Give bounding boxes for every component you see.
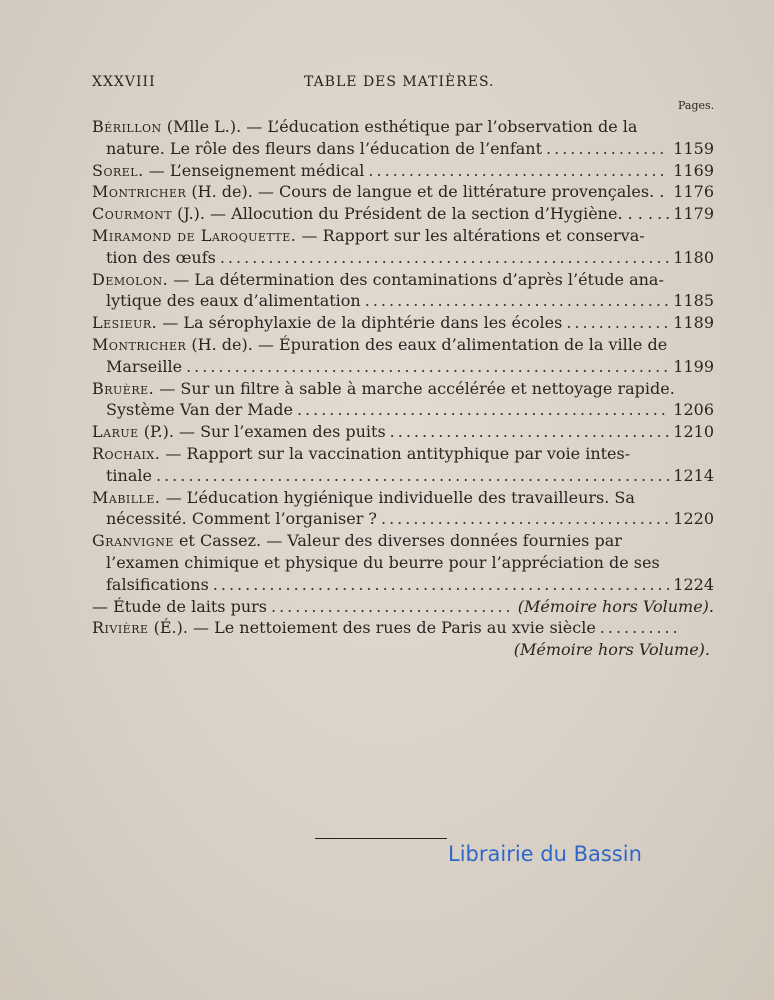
- entry-author: Rivière: [92, 618, 149, 638]
- entry-title-line: — Sur un filtre à sable à marche accélérée et nettoyage rapide.: [154, 378, 675, 398]
- entry-title-line: nécessité. Comment l’organiser ?: [106, 509, 377, 529]
- entry-title-line: — La détermination des contaminations d’après l’étude ana-: [168, 269, 664, 289]
- entry-author: Demolon.: [92, 269, 169, 289]
- toc-entry: [92, 421, 714, 443]
- entry-page-number: 1214: [673, 465, 714, 485]
- toc-entry: [92, 312, 714, 334]
- entry-title-line: — Rapport sur la vaccination antityphique par voie intes-: [160, 443, 631, 463]
- entry-author: Rochaix.: [92, 443, 161, 463]
- entry-title-line: lytique des eaux d’alimentation: [106, 291, 361, 311]
- entry-title-line: (H. de). — Épuration des eaux d’alimentation de la ville de: [186, 334, 668, 354]
- entry-author: Bruère.: [92, 378, 155, 398]
- toc-entry: [92, 225, 714, 269]
- toc-entry: [92, 203, 714, 225]
- entry-page-number: 1176: [673, 182, 714, 202]
- pages-column-label: Pages.: [678, 99, 715, 112]
- entry-title-line: — Étude de laits purs: [92, 596, 267, 616]
- watermark-text: Librairie du Bassin: [448, 842, 642, 866]
- entry-title-line: (P.). — Sur l’examen des puits: [138, 422, 386, 442]
- entry-author: Montricher: [92, 182, 187, 202]
- toc-entry: [92, 530, 714, 595]
- entry-memo-note: (Mémoire hors Volume).: [513, 640, 710, 660]
- entry-page-number: 1180: [673, 247, 714, 267]
- entry-page-number: 1206: [673, 400, 714, 420]
- toc-entry: [92, 378, 714, 422]
- entry-author: Mabille.: [92, 487, 161, 507]
- entry-author: Sorel.: [92, 160, 144, 180]
- entry-page-number: 1189: [673, 313, 714, 333]
- entry-title-line: (H. de). — Cours de langue et de littérature provençales. .: [186, 182, 665, 202]
- entry-title-line: Marseille: [106, 356, 183, 376]
- entry-author: Bérillon: [92, 117, 162, 136]
- entry-memo-note: (Mémoire hors Volume).: [517, 596, 714, 616]
- toc-entry: [92, 443, 714, 487]
- entry-title-line: (J.). — Allocution du Président de la section d’Hygiène. . . .: [172, 204, 654, 224]
- page-header: [92, 74, 712, 98]
- entry-title-line: tion des œufs: [106, 247, 216, 267]
- entry-title-line: (É.). — Le nettoiement des rues de Paris au xvie siècle: [148, 618, 596, 638]
- toc-entry: [92, 160, 714, 182]
- end-rule: [315, 838, 447, 839]
- entry-title-line: tinale: [106, 465, 152, 485]
- entry-title-line: — L’éducation hygiénique individuelle des travailleurs. Sa: [160, 487, 635, 507]
- entry-title-line: — L’enseignement médical: [143, 160, 365, 180]
- entry-title-line: — Rapport sur les altérations et conserva-: [296, 225, 645, 245]
- table-of-contents: [92, 116, 714, 661]
- toc-entry: [92, 617, 714, 661]
- page-roman-numeral: XXXVIII: [92, 74, 156, 90]
- entry-title-line: nature. Le rôle des fleurs dans l’éducation de l’enfant: [106, 138, 543, 158]
- entry-page-number: 1159: [673, 138, 714, 158]
- entry-author: Granvigne: [92, 531, 174, 551]
- entry-title-line: falsifications: [106, 574, 209, 594]
- entry-title-line: l’examen chimique et physique du beurre pour l’appréciation de ses: [106, 552, 660, 572]
- toc-entry: [92, 334, 714, 378]
- entry-author: Montricher: [92, 334, 187, 354]
- entry-title-line: — La sérophylaxie de la diphtérie dans les écoles: [157, 313, 563, 333]
- entry-page-number: 1185: [673, 291, 714, 311]
- toc-entry: [92, 596, 714, 618]
- entry-title-line: (Mlle L.). — L’éducation esthétique par l’observation de la: [161, 117, 638, 136]
- entry-page-number: 1220: [673, 509, 714, 529]
- toc-entry: [92, 269, 714, 313]
- entry-page-number: 1199: [673, 356, 714, 376]
- toc-entry: [92, 181, 714, 203]
- entry-page-number: 1224: [673, 574, 714, 594]
- entry-page-number: 1210: [673, 422, 714, 442]
- entry-author: Miramond de Laroquette.: [92, 225, 297, 245]
- entry-title-line: Système Van der Made: [106, 400, 293, 420]
- entry-author: Lesieur.: [92, 313, 158, 333]
- toc-entry: [92, 116, 714, 160]
- entry-author: Courmont: [92, 204, 173, 224]
- entry-page-number: 1169: [673, 160, 714, 180]
- entry-page-number: 1179: [673, 204, 714, 224]
- entry-author: Larue: [92, 422, 139, 442]
- running-title: TABLE DES MATIÈRES.: [304, 74, 495, 90]
- toc-entry: [92, 487, 714, 531]
- entry-title-line: et Cassez. — Valeur des diverses données fournies par: [173, 531, 622, 551]
